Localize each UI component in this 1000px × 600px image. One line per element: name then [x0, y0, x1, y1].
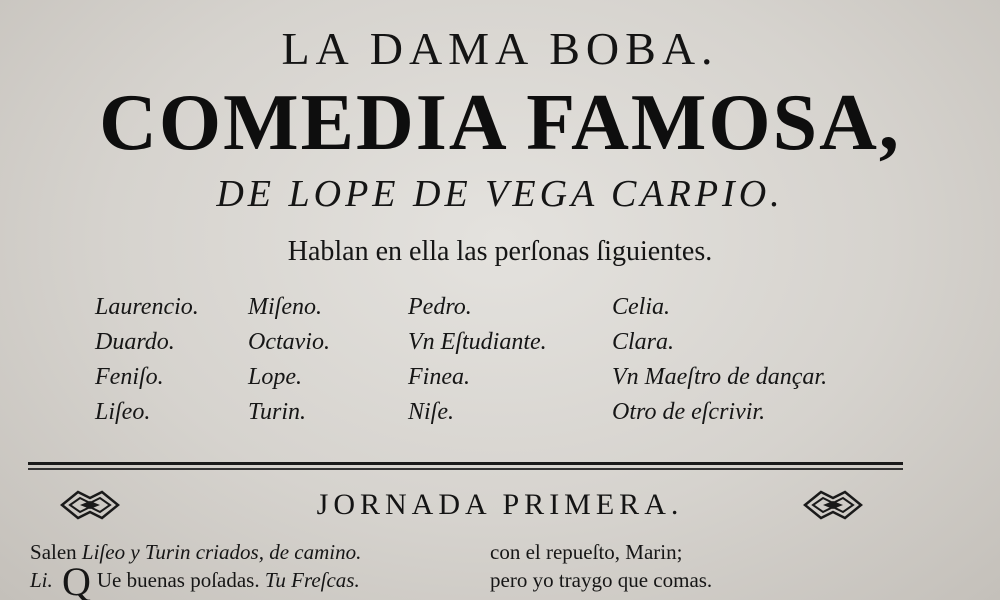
verse-line: con el repueſto, Marin;: [490, 540, 683, 564]
person-name: Pedro.: [408, 294, 472, 320]
title-main: COMEDIA FAMOSA,: [99, 79, 901, 167]
person-name: Laurencio.: [95, 294, 199, 320]
drop-cap: Q: [62, 559, 91, 600]
person-name: Liſeo.: [95, 399, 151, 425]
stage-direction-italic: Liſeo y Turin criados, de camino.: [81, 540, 362, 564]
author-line: DE LOPE DE VEGA CARPIO.: [216, 173, 784, 215]
dramatis-personae: [0, 290, 1000, 430]
person-name: Miſeno.: [248, 294, 322, 320]
person-name: Vn Maeſtro de dançar.: [612, 364, 828, 390]
person-name: Feniſo.: [95, 364, 164, 390]
verse-line: [30, 559, 361, 600]
person-name: Duardo.: [95, 329, 175, 355]
person-name: Otro de eſcrivir.: [612, 399, 766, 425]
right-column-text: [490, 538, 712, 594]
divider-rule-thin: [28, 468, 903, 470]
verse-text: Ue buenas poſadas.: [96, 568, 265, 592]
act-heading: JORNADA PRIMERA.: [316, 488, 684, 521]
title-top: LA DAMA BOBA.: [281, 23, 719, 74]
person-name: Vn Eſtudiante.: [408, 329, 547, 355]
left-column-text: [30, 538, 362, 600]
persons-column-4: [612, 290, 827, 430]
persons-column-2: [248, 290, 330, 430]
person-name: Octavio.: [248, 329, 330, 355]
person-name: Turin.: [248, 399, 307, 425]
person-name: Lope.: [248, 364, 302, 390]
person-name: Finea.: [408, 364, 470, 390]
stage-direction-word: alen: [41, 540, 82, 564]
person-name: Celia.: [612, 294, 670, 320]
characters-heading: Hablan en ella las perſonas ſiguientes.: [287, 236, 713, 267]
person-name: Clara.: [612, 329, 675, 355]
divider-rule: [28, 462, 903, 465]
person-name: Niſe.: [408, 399, 454, 425]
speaker-abbrev: Li.: [30, 568, 53, 592]
verse-speaker-italic: Tu Freſcas.: [264, 568, 360, 592]
persons-column-3: [408, 290, 547, 430]
verse-line: pero yo traygo que comas.: [490, 568, 713, 592]
stage-direction-initial: S: [30, 540, 42, 564]
persons-column-1: [95, 290, 199, 430]
